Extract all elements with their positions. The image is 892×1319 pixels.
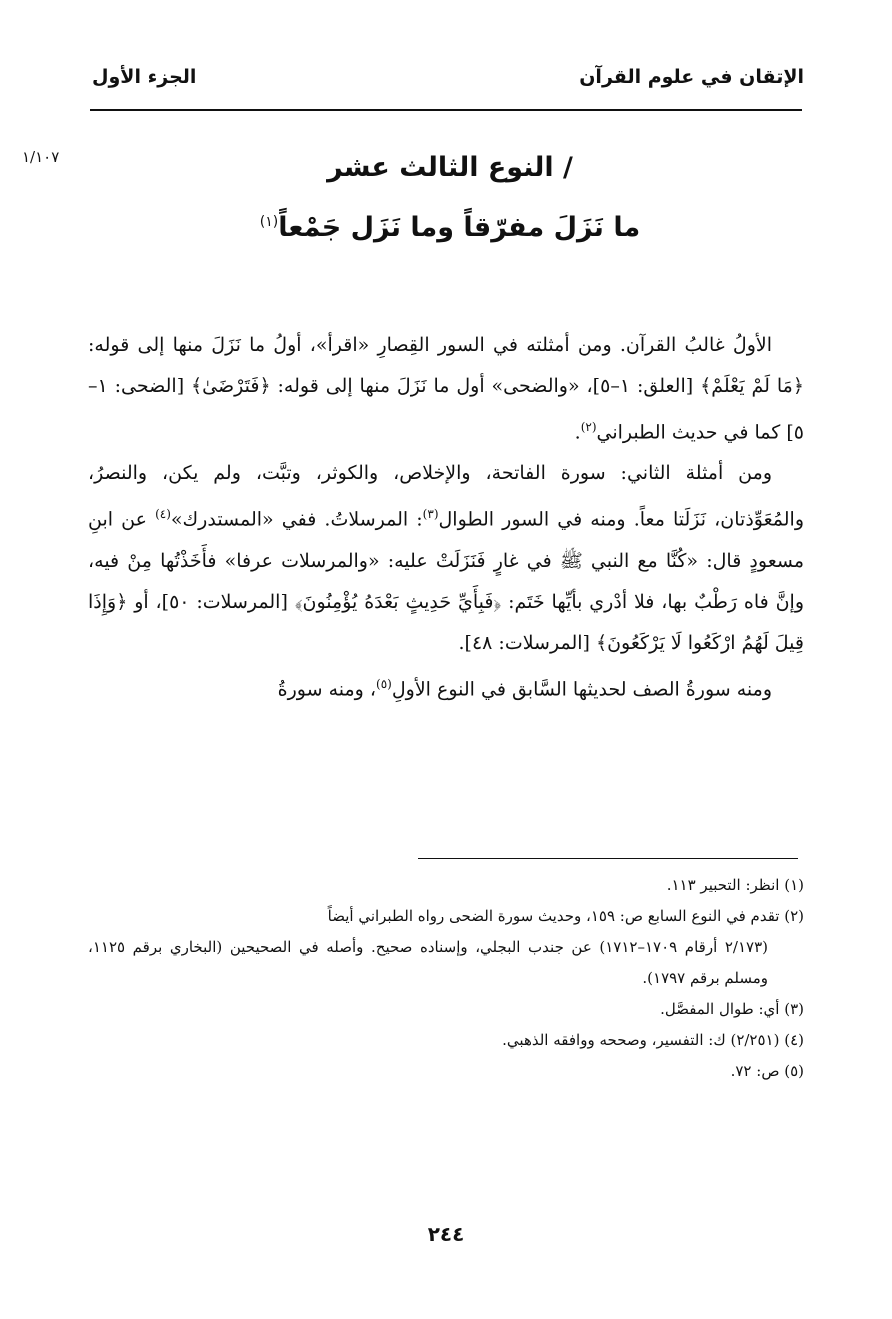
footnote-2: (٢) تقدم في النوع السابع ص: ١٥٩، وحديث سورة الضحى رواه الطبراني أيضاً	[327, 907, 804, 925]
footnote-marker: (٢)	[580, 420, 597, 434]
paragraph-1	[88, 325, 804, 453]
header-divider	[90, 109, 802, 111]
paragraph-text: عن ابنِ مسعودٍ قال: «كُنَّا مع النبي ﷺ في غارٍ فَنَزَلَتْ عليه: «والمرسلات عرفا» فأَخَذْتُها مِنْ فيه، وإنَّ فاه رَطْبٌ بها، فلا أدْري بأيِّها خَتَم: ﴿فَبِأَيِّ حَدِيثٍ بَعْدَهُ يُؤْمِنُونَ﴾ [المرسلات: ٥٠]، أو ﴿وَإِذَا قِيلَ لَهُمُ ارْكَعُوا لَا يَرْكَعُونَ﴾ [المرسلات: ٤٨].	[88, 508, 805, 654]
footnote-5: (٥) ص: ٧٢.	[730, 1062, 804, 1080]
chapter-title-block	[170, 146, 730, 252]
footnote-marker: (٤)	[155, 507, 171, 522]
margin-reference: ١/١٠٧	[22, 148, 60, 166]
main-text	[88, 325, 804, 710]
paragraph-2	[88, 453, 804, 663]
footnote-2-continued: (٢/١٧٣ أرقام ١٧٠٩–١٧١٢) عن جندب البجلي، وإسناده صحيح. وأصله في الصحيحين (البخاري برقم ١١٢٥، ومسلم برقم ١٧٩٧).	[88, 938, 768, 987]
page-number: ٢٤٤	[427, 1222, 465, 1246]
paragraph-text: .	[574, 421, 581, 444]
footnote-divider	[418, 858, 798, 859]
paragraph-3	[88, 664, 804, 710]
chapter-subtitle-text: ما نَزَلَ مفرّقاً وما نَزَل جَمْعاً	[278, 212, 641, 243]
chapter-subtitle	[170, 198, 730, 252]
footnotes	[88, 870, 804, 1087]
footnote-3: (٣) أي: طوال المفصَّل.	[660, 1000, 804, 1018]
running-header-volume: الجزء الأول	[92, 66, 197, 88]
footnote-marker: (١)	[259, 214, 279, 230]
footnote-marker: (٥)	[376, 676, 392, 691]
running-header-book-title: الإتقان في علوم القرآن	[579, 66, 804, 88]
paragraph-text: ، ومنه سورةُ	[277, 677, 377, 700]
footnote-4: (٤) (٢/٢٥١) ك: التفسير، وصححه ووافقه الذهبي.	[502, 1031, 804, 1049]
chapter-title: / النوع الثالث عشر	[327, 152, 573, 183]
footnote-marker: (٣)	[422, 507, 439, 522]
paragraph-text: الأولُ غالبُ القرآن. ومن أمثلته في السور القِصارِ «اقرأ»، أولُ ما نَزَلَ منها إلى قوله: ﴿مَا لَمْ يَعْلَمْ﴾ [العلق: ١–٥]، «والضحى» أول ما نَزَلَ منها إلى قوله: ﴿فَتَرْضَىٰ﴾ [الضحى: ١–٥] كما في حديث الطبراني	[88, 334, 804, 444]
paragraph-text: ومن أمثلة الثاني: سورة الفاتحة، والإخلاص، والكوثر، وتبَّت، ولم يكن، والنصرُ، والمُعَوِّذتان، نَزَلَتا معاً. ومنه في السور الطوال	[88, 462, 805, 531]
paragraph-text: ومنه سورةُ الصف لحديثها السَّابق في النوع الأولِ	[391, 677, 772, 700]
footnote-1: (١) انظر: التحبير ١١٣.	[666, 876, 804, 894]
paragraph-text: : المرسلاتُ. ففي «المستدرك»	[170, 508, 423, 531]
